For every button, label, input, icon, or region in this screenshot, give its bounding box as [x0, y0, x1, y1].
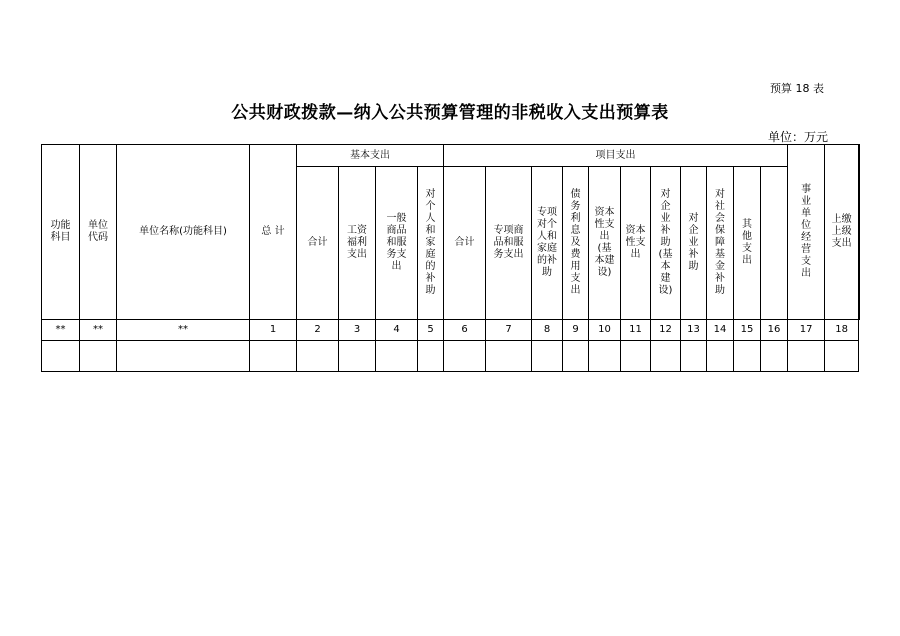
table-cell: [788, 341, 825, 372]
index-cell: 9: [563, 320, 589, 341]
index-cell: 18: [825, 320, 859, 341]
header-wages: 工资 福利 支出: [339, 167, 376, 320]
index-cell: **: [117, 320, 250, 341]
index-cell: 14: [707, 320, 734, 341]
table-cell: [339, 341, 376, 372]
table-cell: [376, 341, 418, 372]
header-goods-services: 一般 商品 和服 务支 出: [376, 167, 418, 320]
table-cell: [825, 341, 859, 372]
index-cell: 15: [734, 320, 761, 341]
header-unit-code: 单位 代码: [80, 145, 117, 320]
header-project-subtotal: 合计: [444, 167, 486, 320]
header-func-subject: 功能 科目: [42, 145, 80, 320]
table-cell: [621, 341, 651, 372]
header-unit-name: 单位名称(功能科目): [117, 145, 250, 320]
header-capital: 资本 性支 出: [621, 167, 651, 320]
header-project-group: 项目支出: [444, 145, 788, 167]
table-cell: [42, 341, 80, 372]
index-cell: 11: [621, 320, 651, 341]
budget-table: [41, 144, 860, 372]
index-cell: 1: [250, 320, 297, 341]
header-social-security: 对 社 会 保 障 基 金 补 助: [707, 167, 734, 320]
table-cell: [80, 341, 117, 372]
header-debt-interest: 债 务 利 息 及 费 用 支 出: [563, 167, 589, 320]
table-cell: [250, 341, 297, 372]
table-cell: [297, 341, 339, 372]
table-cell: [444, 341, 486, 372]
index-cell: 3: [339, 320, 376, 341]
header-to-individuals: 对 个 人 和 家 庭 的 补 助: [418, 167, 444, 320]
header-subordinate: [859, 145, 860, 320]
table-cell: [681, 341, 707, 372]
index-cell: 2: [297, 320, 339, 341]
table-cell: [589, 341, 621, 372]
index-cell: 6: [444, 320, 486, 341]
header-capital-construction: 资本 性支 出 (基 本建 设): [589, 167, 621, 320]
column-index-row: [42, 320, 860, 341]
header-special-individuals: 专项 对个 人和 家庭 的补 助: [532, 167, 563, 320]
index-cell: **: [42, 320, 80, 341]
index-cell: **: [80, 320, 117, 341]
index-cell: 5: [418, 320, 444, 341]
header-basic-subtotal: 合计: [297, 167, 339, 320]
header-operations: 事 业 单 位 经 营 支 出: [788, 145, 825, 320]
index-cell: 7: [486, 320, 532, 341]
header-higher-level: 上缴 上级 支出: [825, 145, 859, 320]
form-number: 预算 18 表: [770, 82, 824, 95]
table-cell: [707, 341, 734, 372]
table-cell: [761, 341, 788, 372]
header-enterprise-construction: 对 企 业 补 助 (基 本 建 设): [651, 167, 681, 320]
index-cell: 16: [761, 320, 788, 341]
header-other: 其 他 支 出: [734, 167, 761, 320]
index-cell: 13: [681, 320, 707, 341]
header-basic-group: 基本支出: [297, 145, 444, 167]
index-cell: 4: [376, 320, 418, 341]
index-cell: 8: [532, 320, 563, 341]
page-title: 公共财政拨款—纳入公共预算管理的非税收入支出预算表: [231, 103, 669, 123]
index-cell: 17: [788, 320, 825, 341]
table-cell: [651, 341, 681, 372]
unit-label: 单位：万元: [768, 130, 829, 144]
table-cell: [532, 341, 563, 372]
table-cell: [117, 341, 250, 372]
header-special-goods: 专项商 品和服 务支出: [486, 167, 532, 320]
header-enterprise-subsidy: 对 企 业 补 助: [681, 167, 707, 320]
table-cell: [418, 341, 444, 372]
table-cell: [563, 341, 589, 372]
table-row: [42, 341, 860, 372]
header-total: 总 计: [250, 145, 297, 320]
index-cell: 10: [589, 320, 621, 341]
table-cell: [486, 341, 532, 372]
table-cell: [734, 341, 761, 372]
index-cell: 12: [651, 320, 681, 341]
